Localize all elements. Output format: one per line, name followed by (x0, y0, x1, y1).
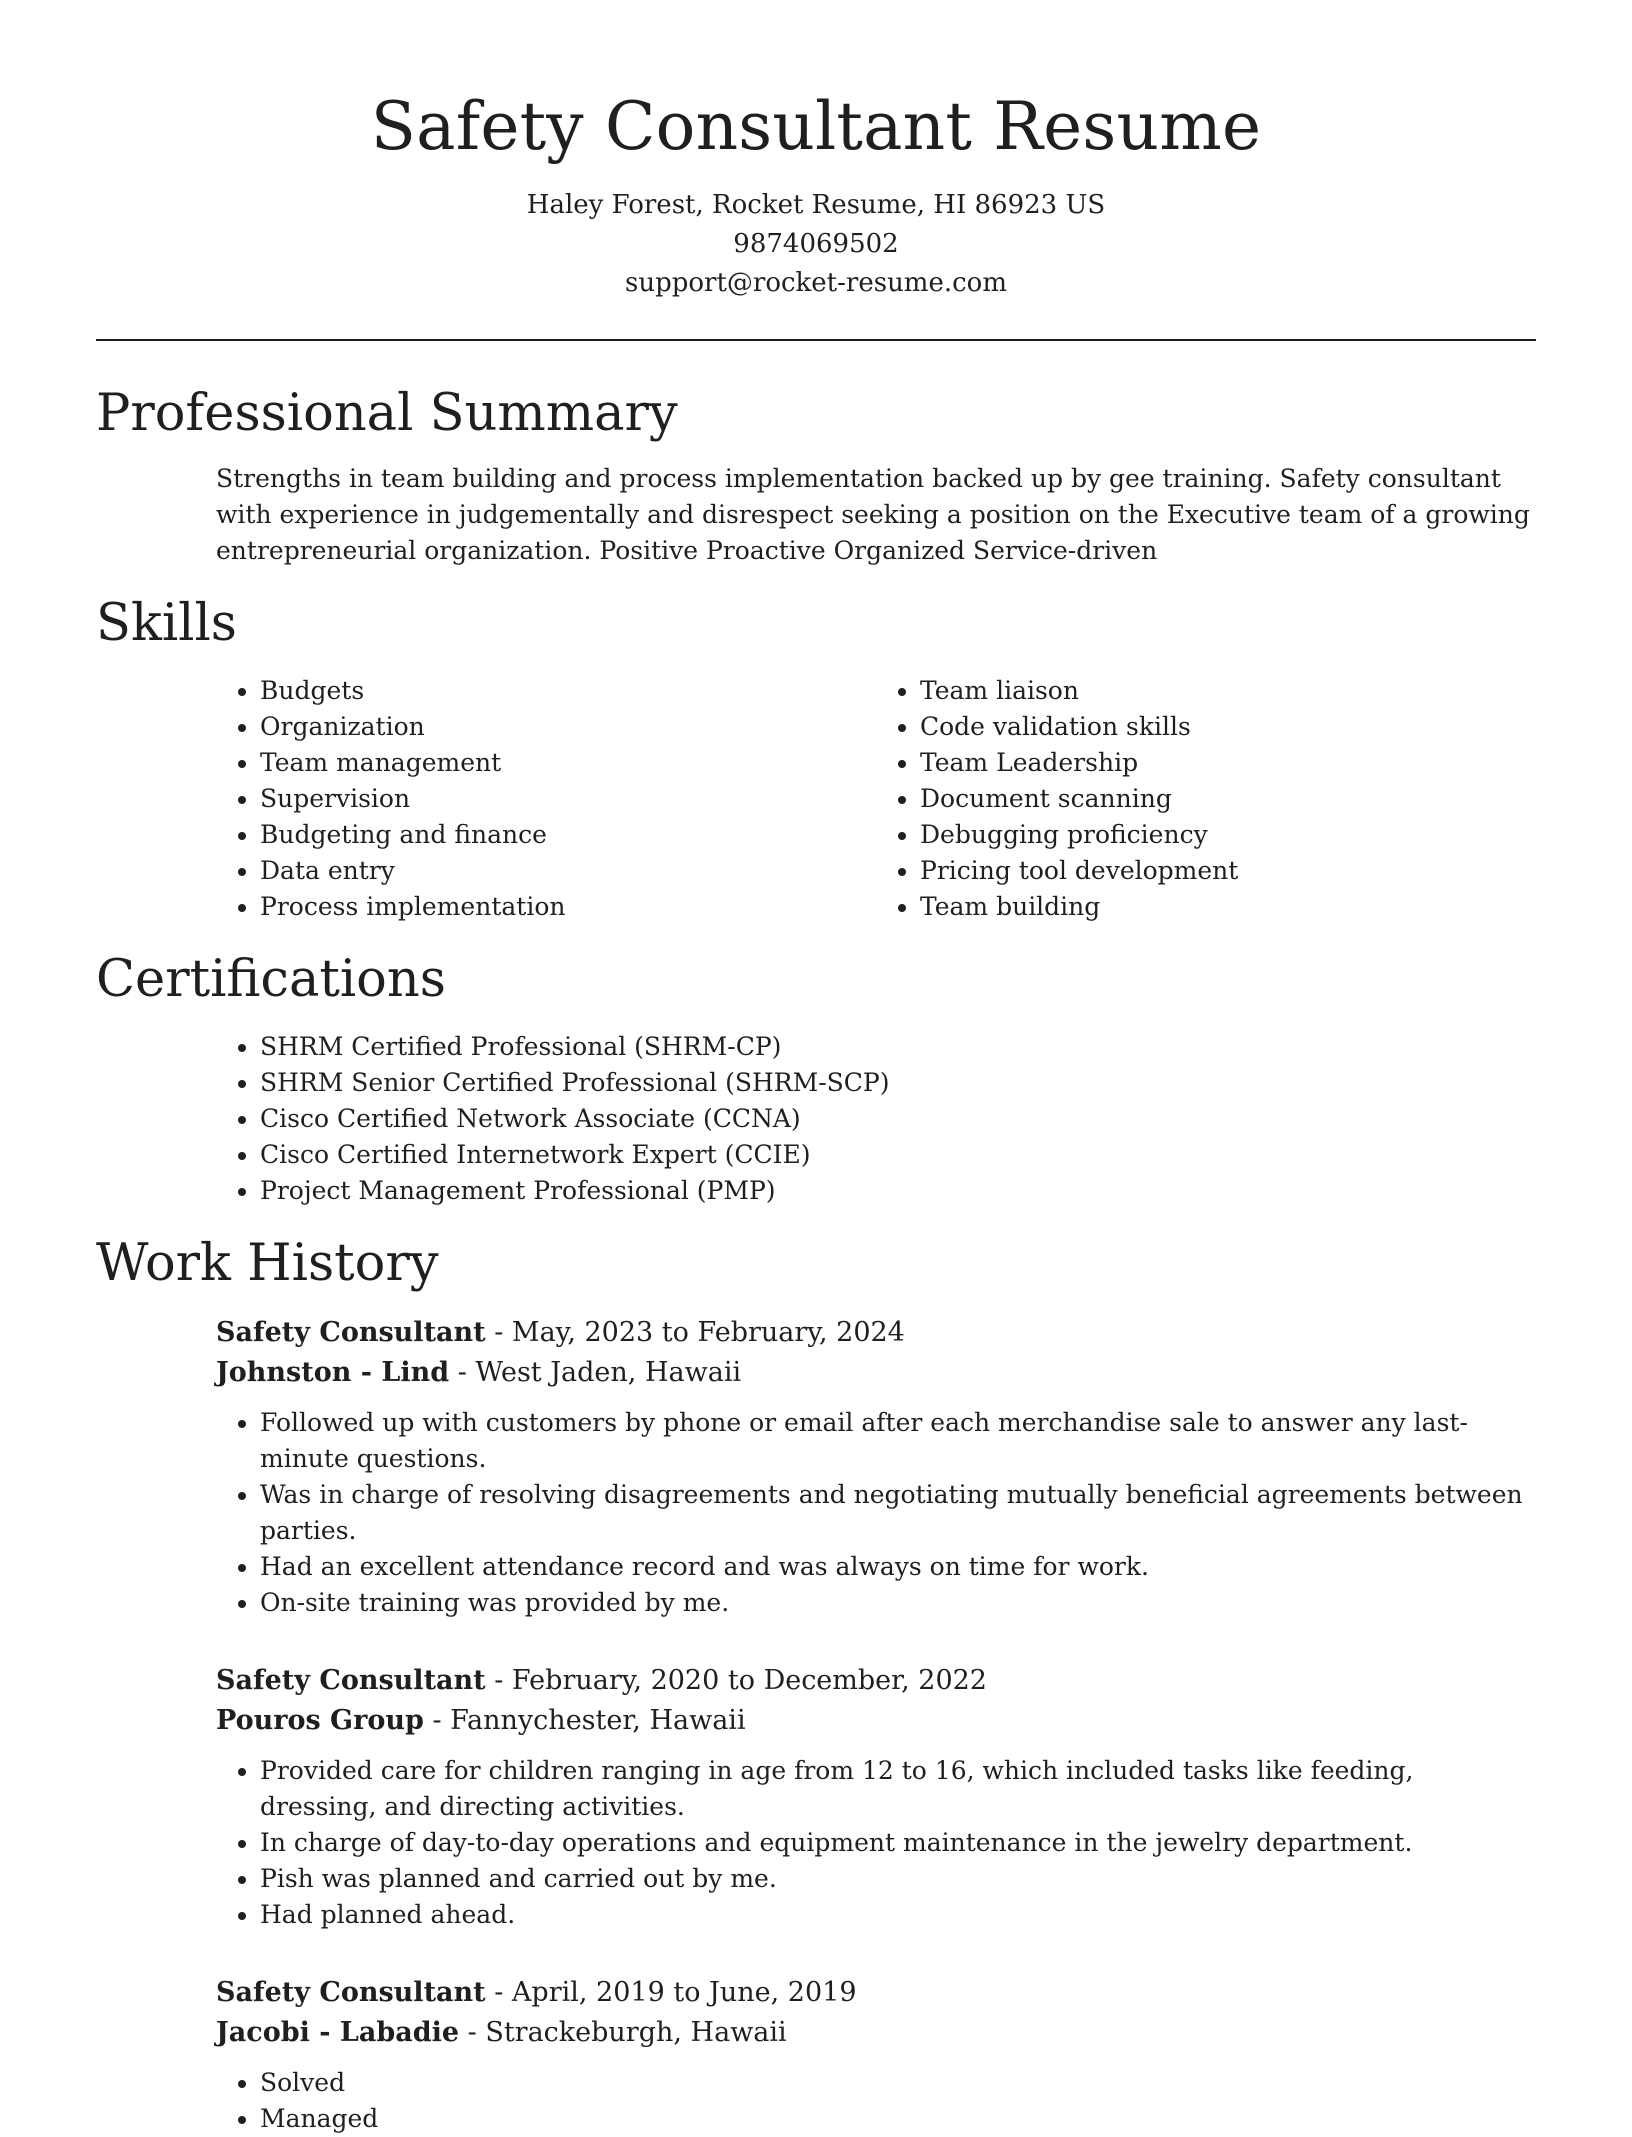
job-company-line (216, 2013, 1536, 2053)
certification-item: • Cisco Certified Network Associate (CCNA) (260, 1101, 1536, 1137)
job-entry (216, 1313, 1536, 1621)
job-bullet: • On-site training was provided by me. (260, 1585, 1536, 1621)
job-title-line (216, 1973, 1536, 2013)
skill-item: • Code validation skills (920, 709, 1536, 745)
contact-phone: 9874069502 (733, 229, 899, 259)
contact-email: support@rocket-resume.com (624, 268, 1007, 298)
job-bullet: • In charge of day-to-day operations and equipment maintenance in the jewelry department. (260, 1825, 1536, 1861)
job-location: - Fannychester, Hawaii (423, 1705, 746, 1736)
job-bullet: • Managed (260, 2101, 1536, 2137)
summary-text: Strengths in team building and process implementation backed up by gee training. Safety consultant with experience in judgementally and disrespect seeking a position on the Executive team of a growing entrepreneurial organization. Positive Proactive Organized Service-driven (216, 464, 1530, 565)
job-title-line (216, 1661, 1536, 1701)
job-bullets (216, 1405, 1536, 1621)
skill-item: • Budgets (260, 673, 876, 709)
certifications-list (216, 1029, 1536, 1209)
job-bullet: • Solved (260, 2065, 1536, 2101)
job-bullet: • Had planned ahead. (260, 1897, 1536, 1933)
skills-list-right (876, 673, 1536, 925)
work-history-heading: Work History (96, 1234, 439, 1293)
skills-heading: Skills (96, 594, 237, 653)
job-title: Safety Consultant (216, 1665, 486, 1696)
skill-item: • Pricing tool development (920, 853, 1536, 889)
contact-address: Haley Forest, Rocket Resume, HI 86923 US (526, 190, 1106, 220)
skill-item: • Team building (920, 889, 1536, 925)
job-bullet: • Had an excellent attendance record and was always on time for work. (260, 1549, 1536, 1585)
job-title-line (216, 1313, 1536, 1353)
job-dates: - February, 2020 to December, 2022 (485, 1665, 987, 1696)
job-dates: - April, 2019 to June, 2019 (485, 1977, 857, 2008)
skill-item: • Team Leadership (920, 745, 1536, 781)
skill-item: • Team management (260, 745, 876, 781)
resume-header (0, 0, 1632, 303)
job-title: Safety Consultant (216, 1977, 486, 2008)
resume-title: Safety Consultant Resume (370, 88, 1262, 165)
job-company: Pouros Group (216, 1705, 424, 1736)
skill-item: • Data entry (260, 853, 876, 889)
skill-item: • Document scanning (920, 781, 1536, 817)
job-entry (216, 1661, 1536, 1933)
job-company-line (216, 1701, 1536, 1741)
skill-item: • Team liaison (920, 673, 1536, 709)
skill-item: • Budgeting and finance (260, 817, 876, 853)
job-title: Safety Consultant (216, 1317, 486, 1348)
certification-item: • SHRM Senior Certified Professional (SHRM-SCP) (260, 1065, 1536, 1101)
skill-item: • Debugging proficiency (920, 817, 1536, 853)
job-entry (216, 1973, 1536, 2137)
skill-item: • Process implementation (260, 889, 876, 925)
job-bullet: • Pish was planned and carried out by me. (260, 1861, 1536, 1897)
job-bullet: • Followed up with customers by phone or email after each merchandise sale to answer any last-minute questions. (260, 1405, 1536, 1477)
header-divider (96, 339, 1536, 341)
skills-columns (216, 673, 1536, 925)
contact-block (0, 186, 1632, 303)
skill-item: • Supervision (260, 781, 876, 817)
certification-item: • SHRM Certified Professional (SHRM-CP) (260, 1029, 1536, 1065)
job-location: - West Jaden, Hawaii (449, 1357, 742, 1388)
job-bullet: • Provided care for children ranging in age from 12 to 16, which included tasks like feeding, dressing, and directing activities. (260, 1753, 1536, 1825)
job-location: - Strackeburgh, Hawaii (459, 2017, 787, 2048)
certification-item: • Project Management Professional (PMP) (260, 1173, 1536, 1209)
summary-heading: Professional Summary (96, 384, 678, 443)
certification-item: • Cisco Certified Internetwork Expert (CCIE) (260, 1137, 1536, 1173)
skill-item: • Organization (260, 709, 876, 745)
certifications-heading: Certifications (96, 950, 446, 1009)
job-bullets (216, 2065, 1536, 2137)
job-company-line (216, 1353, 1536, 1393)
job-bullets (216, 1753, 1536, 1933)
job-company: Johnston - Lind (216, 1357, 450, 1388)
job-company: Jacobi - Labadie (216, 2017, 460, 2048)
skills-list-left (216, 673, 876, 925)
job-dates: - May, 2023 to February, 2024 (485, 1317, 905, 1348)
job-bullet: • Was in charge of resolving disagreements and negotiating mutually beneficial agreements between parties. (260, 1477, 1536, 1549)
